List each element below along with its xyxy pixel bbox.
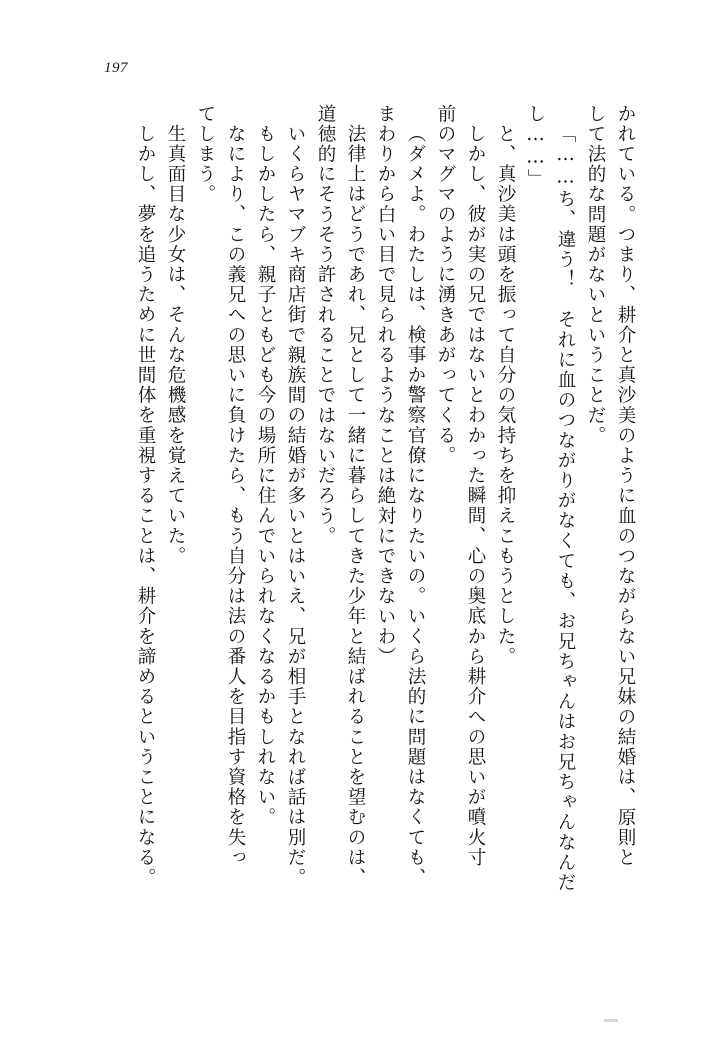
text-column: 道徳的にそうそう許されることではないだろう。 <box>315 104 336 547</box>
text-column: 「……ち、違う！ それに血のつながりがなくても、お兄ちゃんはお兄ちゃんなんだ <box>555 124 576 893</box>
text-column: 生真面目な少女は、そんな危機感を覚えていた。 <box>165 124 186 567</box>
text-column: し……」 <box>525 104 546 190</box>
text-column: しかし、彼が実の兄ではないとわかった瞬間、心の奥底から耕介への思いが噴火寸 <box>465 124 486 868</box>
text-column: もしかしたら、親子ともども今の場所に住んでいられなくなるかもしれない。 <box>255 124 276 828</box>
text-column: てしまう。 <box>195 104 216 205</box>
text-column: いくらヤマブキ商店街で親族間の結婚が多いとはいえ、兄が相手となれば話は別だ。 <box>285 124 306 888</box>
footer-rule <box>604 1019 618 1022</box>
text-column: まわりから白い目で見られるようなことは絶対にできないわ） <box>375 104 396 667</box>
page-number: 197 <box>104 60 128 76</box>
vertical-text-block <box>74 104 634 954</box>
text-column: なにより、この義兄への思いに負けたら、もう自分は法の番人を目指す資格を失っ <box>225 124 246 868</box>
text-column: 前のマグマのように湧きあがってくる。 <box>435 104 456 466</box>
text-column: （ダメよ。わたしは、検事か警察官僚になりたいの。いくら法的に問題はなくても、 <box>405 124 426 888</box>
text-column: かれている。つまり、耕介と真沙美のように血のつながらない兄妹の結婚は、原則と <box>615 104 636 868</box>
text-column: しかし、夢を追うために世間体を重視することは、耕介を諦めるということになる。 <box>135 124 156 888</box>
text-column: して法的な問題がないということだ。 <box>585 104 606 446</box>
text-column: と、真沙美は頭を振って自分の気持ちを抑えこもうとした。 <box>495 124 516 667</box>
text-column: 法律上はどうであれ、兄として一緒に暮らしてきた少年と結ばれることを望むのは、 <box>345 124 366 888</box>
